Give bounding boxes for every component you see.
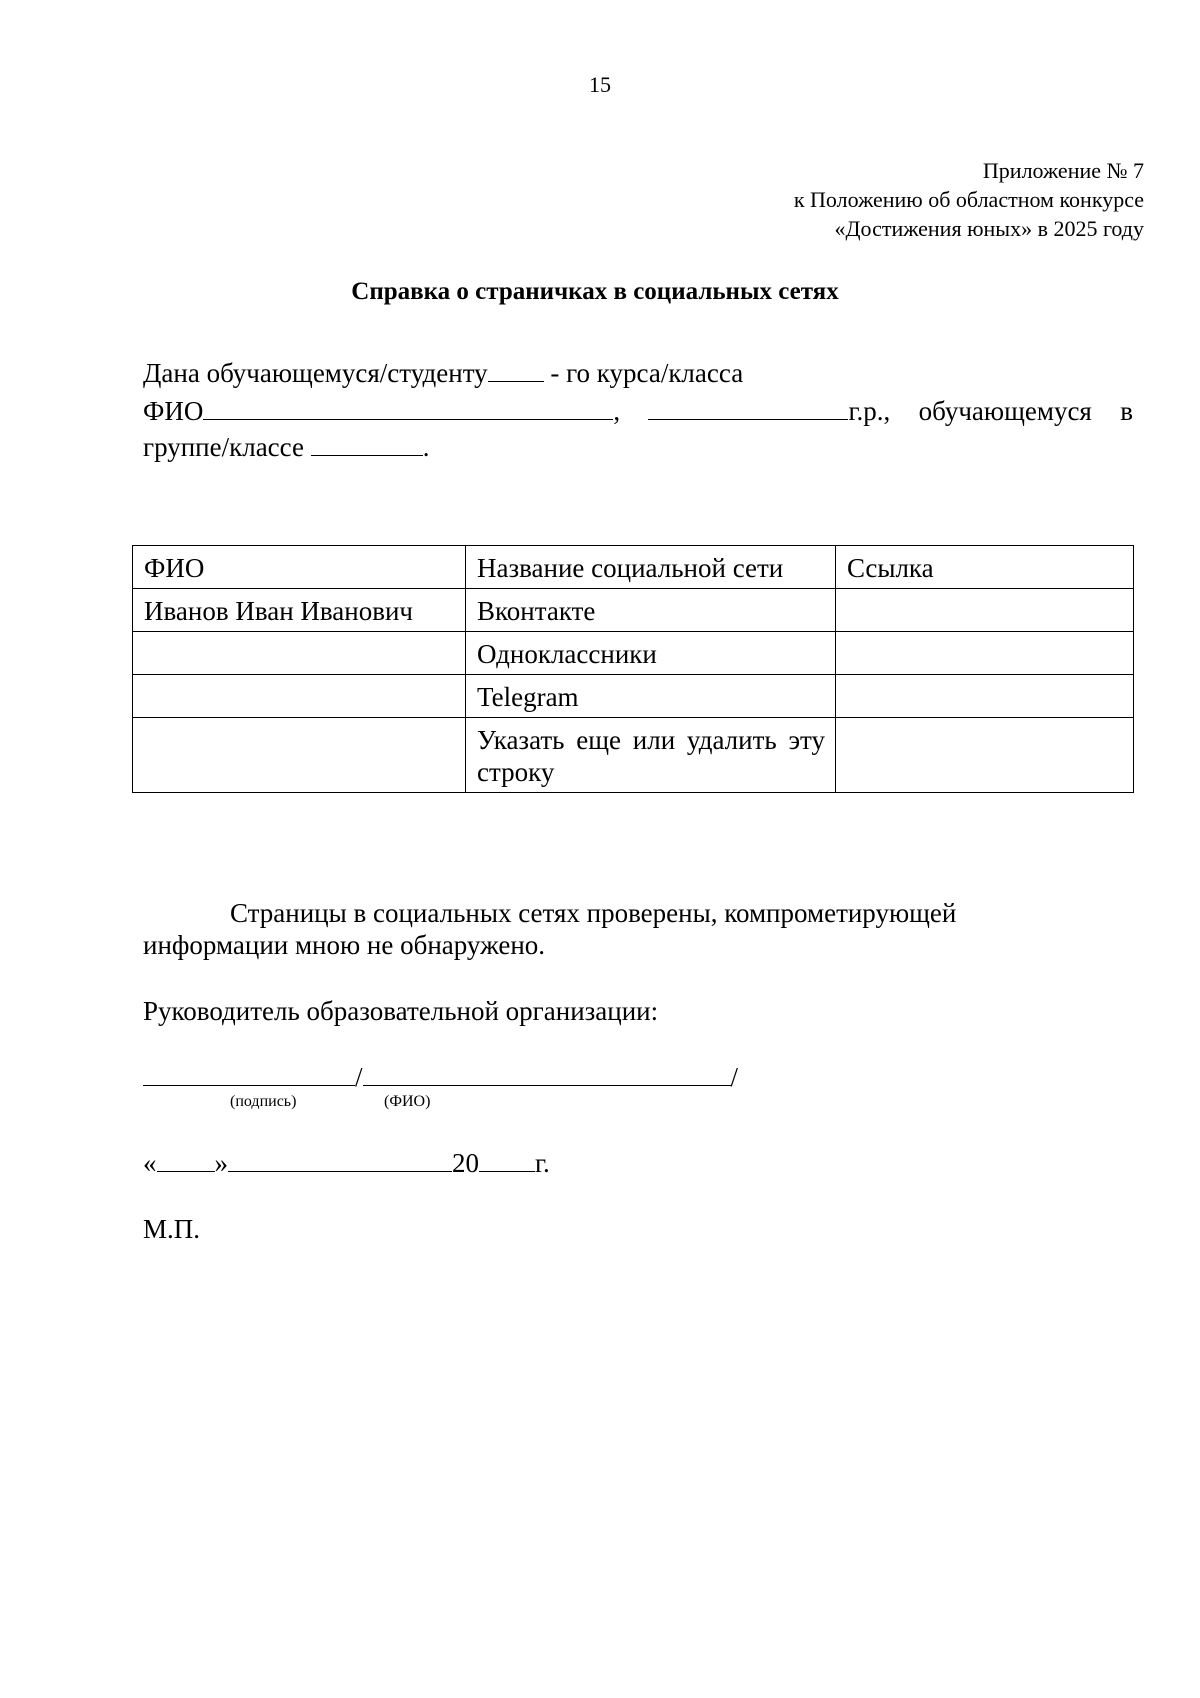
course-blank[interactable] [488, 359, 544, 382]
cell-link[interactable] [836, 589, 1134, 632]
studying-word: обучающемуся [918, 396, 1092, 426]
birth-suffix: г.р., [848, 396, 891, 426]
signature-caption: (подпись) [230, 1093, 297, 1110]
table-row [133, 589, 1134, 632]
table-row [133, 632, 1134, 675]
signature-slash: / [355, 1062, 363, 1092]
signature-blank[interactable] [143, 1063, 355, 1086]
cell-network[interactable]: Одноклассники [466, 632, 836, 675]
document-title: Справка о страничках в социальных сетях [351, 278, 839, 305]
table-row [133, 675, 1134, 718]
intro-group-line [143, 432, 429, 463]
fio-comma: , [613, 396, 621, 426]
cell-link[interactable] [836, 675, 1134, 718]
intro-given-line [143, 358, 743, 389]
fio-blank[interactable] [203, 397, 613, 420]
year-blank[interactable] [479, 1149, 535, 1172]
in-word: в [1120, 396, 1133, 426]
appendix-line-3: «Достижения юных» в 2025 году [834, 216, 1144, 241]
fio-caption: (ФИО) [384, 1093, 431, 1110]
cell-link[interactable] [836, 632, 1134, 675]
cell-network[interactable]: Указать еще или удалить эту строку [466, 718, 836, 793]
appendix-line-2: к Положению об областном конкурсе [793, 187, 1144, 212]
date-line [143, 1148, 550, 1179]
table-row [133, 718, 1134, 793]
month-blank[interactable] [228, 1149, 452, 1172]
cell-fio[interactable] [133, 675, 466, 718]
date-open-quote: « [143, 1148, 157, 1178]
date-close-quote: » [214, 1148, 228, 1178]
course-suffix: - го курса/класса [550, 358, 744, 388]
date-year-suffix: г. [535, 1148, 550, 1178]
birth-group [648, 396, 890, 427]
cell-fio[interactable] [133, 632, 466, 675]
intro-fio-line [143, 396, 1133, 427]
head-label: Руководитель образовательной организации: [143, 996, 659, 1026]
header-link: Ссылка [836, 546, 1134, 589]
appendix-line-1: Приложение № 7 [982, 158, 1144, 183]
stamp-label: М.П. [143, 1214, 201, 1244]
cell-fio[interactable] [133, 718, 466, 793]
birth-year-blank[interactable] [648, 397, 848, 420]
cell-network[interactable]: Вконтакте [466, 589, 836, 632]
group-blank[interactable] [311, 433, 423, 456]
signature-line [143, 1062, 738, 1093]
page-number: 15 [589, 72, 611, 97]
group-period: . [422, 432, 430, 462]
cell-fio[interactable]: Иванов Иван Иванович [133, 589, 466, 632]
fio-group [143, 396, 620, 427]
statement-line-2: информации мною не обнаружено. [143, 930, 546, 960]
header-fio: ФИО [133, 546, 466, 589]
cell-link[interactable] [836, 718, 1134, 793]
day-blank[interactable] [157, 1149, 215, 1172]
social-networks-table [132, 545, 1134, 793]
header-network: Название социальной сети [466, 546, 836, 589]
group-label: группе/классе [143, 432, 304, 462]
fio-label: ФИО [143, 396, 204, 426]
signature-fio-blank[interactable] [363, 1063, 731, 1086]
cell-network[interactable]: Telegram [466, 675, 836, 718]
given-to-label: Дана обучающемуся/студенту [143, 358, 488, 388]
date-century: 20 [452, 1148, 479, 1178]
statement-line-1: Страницы в социальных сетях проверены, компрометирующей [230, 898, 957, 928]
table-header-row [133, 546, 1134, 589]
signature-slash-end: / [730, 1062, 739, 1092]
